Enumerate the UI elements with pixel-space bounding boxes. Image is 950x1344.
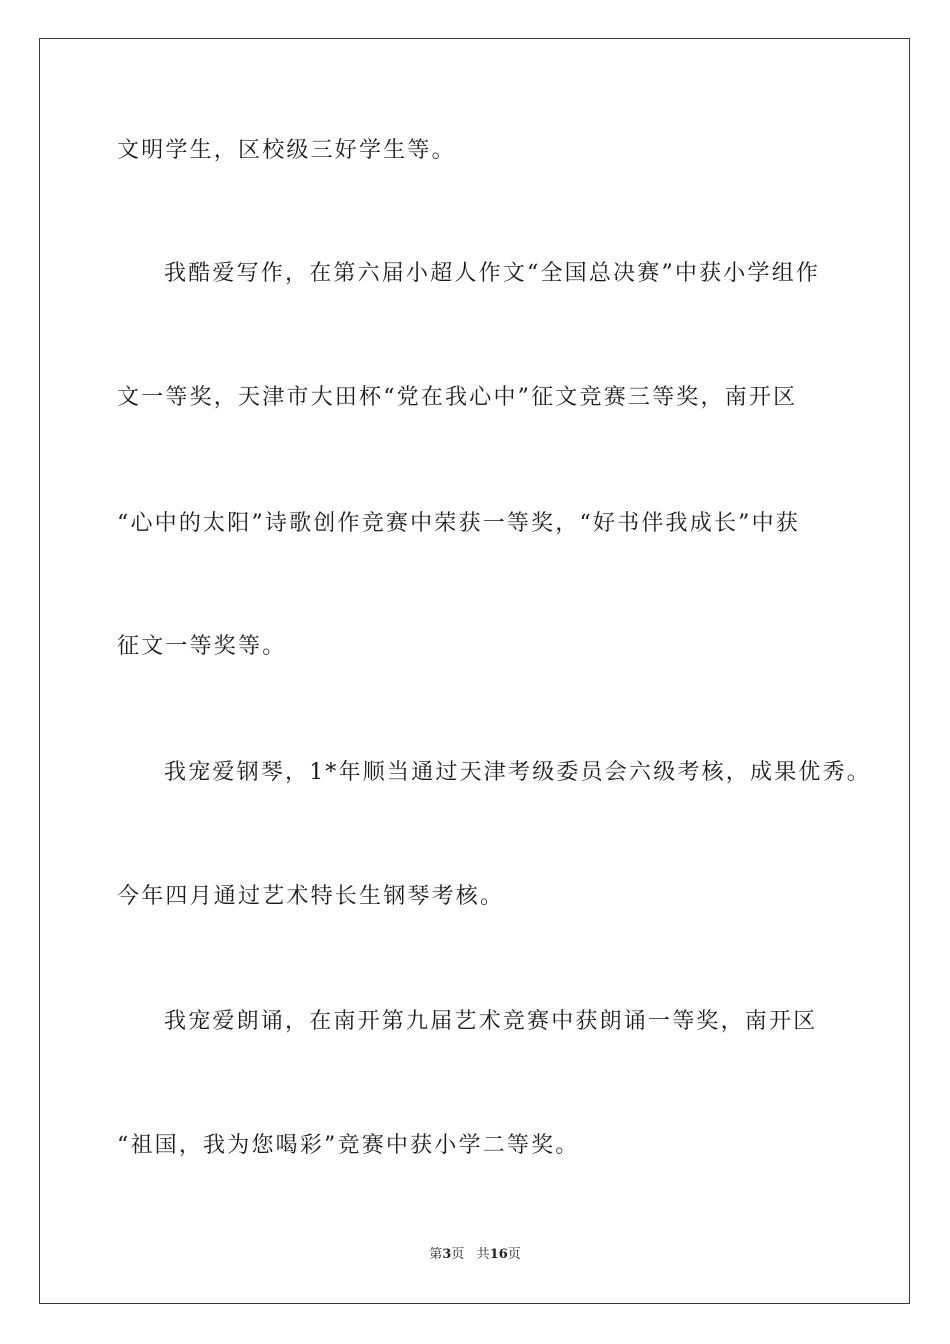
body-line-2: 我酷爱写作，在第六届小超人作文“全国总决赛”中获小学组作 <box>164 261 821 286</box>
body-line-3: 文一等奖，天津市大田杯“党在我心中”征文竞赛三等奖，南开区 <box>117 385 798 410</box>
body-line-7: 今年四月通过艺术特长生钢琴考核。 <box>117 884 505 909</box>
page-footer <box>0 1246 950 1264</box>
body-line-6: 我宠爱钢琴，1*年顺当通过天津考级委员会六级考核，成果优秀。 <box>164 760 871 785</box>
footer-total-pages: 16 <box>489 1247 508 1262</box>
footer-page-number: 3 <box>442 1247 452 1262</box>
footer-total-prefix: 共 <box>476 1247 490 1262</box>
body-line-1: 文明学生，区校级三好学生等。 <box>117 138 456 163</box>
page-border <box>39 38 910 1304</box>
footer-page-suffix: 页 <box>451 1247 465 1262</box>
body-line-8: 我宠爱朗诵，在南开第九届艺术竞赛中获朗诵一等奖，南开区 <box>164 1009 818 1034</box>
body-line-4: “心中的太阳”诗歌创作竞赛中荣获一等奖，“好书伴我成长”中获 <box>117 511 800 536</box>
footer-total-suffix: 页 <box>507 1247 521 1262</box>
footer-page-prefix: 第 <box>429 1247 443 1262</box>
body-line-9: “祖国，我为您喝彩”竞赛中获小学二等奖。 <box>117 1133 580 1158</box>
body-line-5: 征文一等奖等。 <box>117 634 287 659</box>
